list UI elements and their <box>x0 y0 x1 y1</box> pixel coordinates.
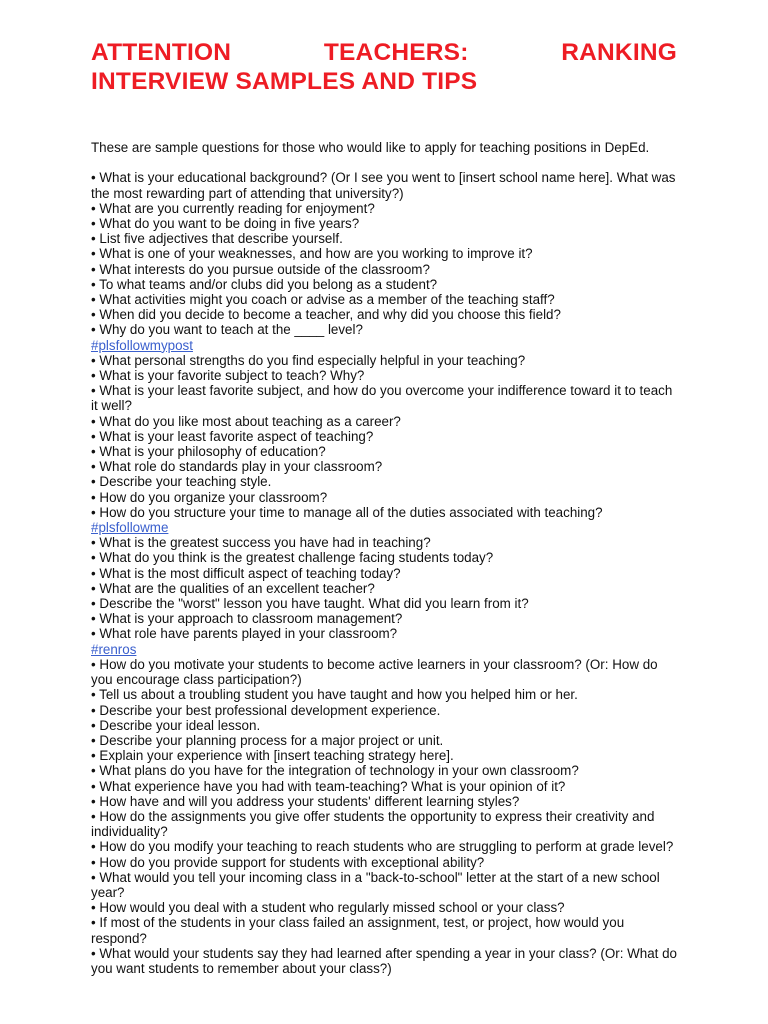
document-page <box>91 38 677 976</box>
question-item: • How do you motivate your students to become active learners in your classroom? (Or: How do you encourage class participation?) <box>91 656 658 688</box>
question-item: • How do you structure your time to manage all of the duties associated with teaching? <box>91 504 603 520</box>
title-word-3: RANKING <box>561 39 677 66</box>
question-item: • How have and will you address your students' different learning styles? <box>91 793 520 809</box>
title-line-2: INTERVIEW SAMPLES AND TIPS <box>91 68 478 95</box>
question-item: • How would you deal with a student who regularly missed school or your class? <box>91 900 565 916</box>
title-word-1: ATTENTION <box>91 39 232 66</box>
question-item: • What are you currently reading for enjoyment? <box>91 200 375 216</box>
question-item: • Why do you want to teach at the ____ level? <box>91 322 363 338</box>
question-item: • When did you decide to become a teacher, and why did you choose this field? <box>91 307 561 323</box>
question-item: • What do you like most about teaching as a career? <box>91 413 401 429</box>
question-item: • Describe your ideal lesson. <box>91 717 261 733</box>
question-item: • What role have parents played in your classroom? <box>91 626 398 642</box>
intro-paragraph: These are sample questions for those who would like to apply for teaching positions in DepEd. <box>91 140 650 155</box>
question-item: • What would you tell your incoming class in a "back-to-school" letter at the start of a new school year? <box>91 869 660 900</box>
question-item: • Tell us about a troubling student you have taught and how you helped him or her. <box>91 687 578 703</box>
question-item: • What do you think is the greatest challenge facing students today? <box>91 550 494 566</box>
question-item: • What interests do you pursue outside of the classroom? <box>91 261 430 277</box>
question-item: • List five adjectives that describe yourself. <box>91 231 343 247</box>
question-item: • How do you organize your classroom? <box>91 489 328 505</box>
question-item: • Describe your best professional development experience. <box>91 702 441 718</box>
spacer <box>91 155 677 170</box>
question-item: • What is your educational background? (Or I see you went to [insert school name here]. What was the most rewarding part of attending that university?) <box>91 170 676 201</box>
question-item: • Describe your planning process for a major project or unit. <box>91 732 444 748</box>
question-item: • What are the qualities of an excellent teacher? <box>91 580 375 596</box>
question-item: • If most of the students in your class failed an assignment, test, or project, how would you respond? <box>91 915 625 946</box>
question-item: • What is your approach to classroom management? <box>91 611 403 627</box>
question-item: • What is one of your weaknesses, and how are you working to improve it? <box>91 246 533 262</box>
question-item: • What is the most difficult aspect of teaching today? <box>91 565 401 581</box>
question-item: • How do you modify your teaching to reach students who are struggling to perform at grade level? <box>91 839 674 855</box>
hashtag-link[interactable]: #plsfollowme <box>91 520 169 536</box>
question-item: • What is your least favorite aspect of teaching? <box>91 428 374 444</box>
question-item: • Explain your experience with [insert teaching strategy here]. <box>91 748 454 764</box>
question-item: • Describe the "worst" lesson you have taught. What did you learn from it? <box>91 596 529 612</box>
question-list <box>91 170 677 976</box>
question-item: • What personal strengths do you find especially helpful in your teaching? <box>91 352 526 368</box>
question-item: • What plans do you have for the integration of technology in your own classroom? <box>91 763 579 779</box>
question-item: • To what teams and/or clubs did you belong as a student? <box>91 276 438 292</box>
question-item: • How do the assignments you give offer students the opportunity to express their creativity and individuality? <box>91 808 655 840</box>
question-item: • What would your students say they had learned after spending a year in your class? (Or: What do you want students to remember about your class?) <box>91 945 677 976</box>
question-item: • What is your favorite subject to teach? Why? <box>91 368 365 384</box>
title-line-1 <box>91 38 677 67</box>
hashtag-link[interactable]: #renros <box>91 641 137 657</box>
question-item: • What experience have you had with team-teaching? What is your opinion of it? <box>91 778 566 794</box>
title-word-2: TEACHERS: <box>323 39 469 66</box>
question-item: • What do you want to be doing in five years? <box>91 216 360 231</box>
question-item: • What is the greatest success you have had in teaching? <box>91 535 431 551</box>
question-item: • What is your philosophy of education? <box>91 444 326 460</box>
hashtag-link[interactable]: #plsfollowmypost <box>91 337 193 353</box>
question-item: • How do you provide support for students with exceptional ability? <box>91 854 485 870</box>
question-item: • What role do standards play in your classroom? <box>91 459 383 475</box>
question-item: • What is your least favorite subject, and how do you overcome your indifference toward it to teach it well? <box>91 383 673 414</box>
question-item: • What activities might you coach or advise as a member of the teaching staff? <box>91 292 555 308</box>
question-item: • Describe your teaching style. <box>91 474 272 490</box>
document-title <box>91 38 677 96</box>
